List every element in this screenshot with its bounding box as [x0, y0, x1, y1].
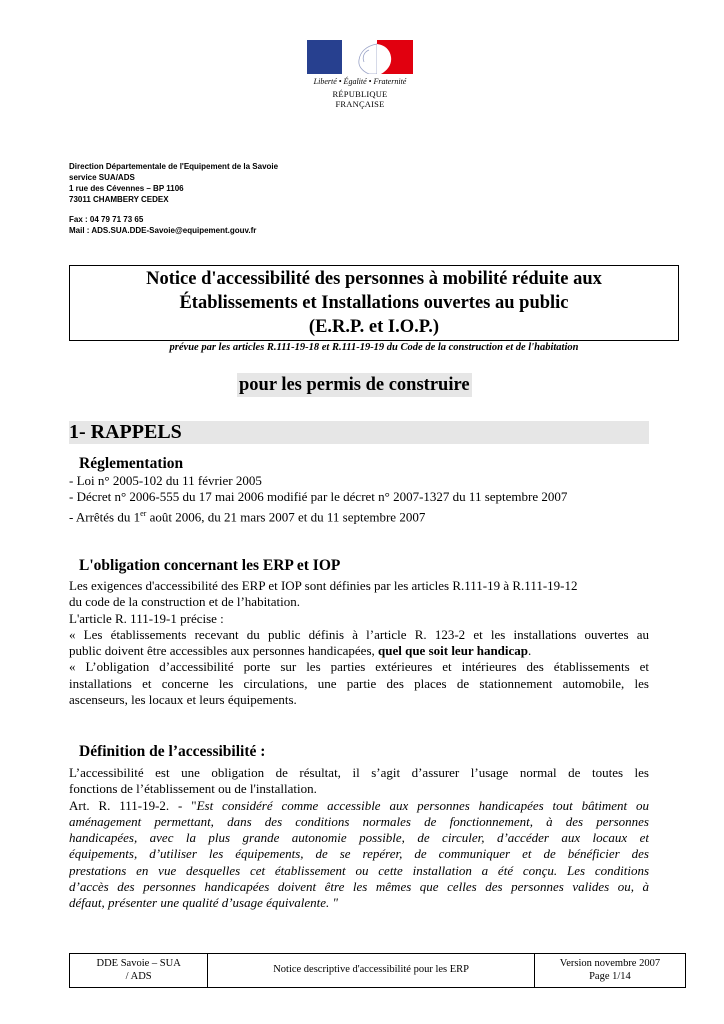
list-item: - Décret n° 2006-555 du 17 mai 2006 modifié par le décret n° 2007-1327 du 11 septembre 2007	[69, 489, 568, 505]
paragraph-line: L’accessibilité est une obligation de résultat, il s’agit d’assurer l’usage normal de toutes les	[69, 765, 649, 780]
address-mail: Mail : ADS.SUA.DDE-Savoie@equipement.gouv.fr	[69, 226, 257, 235]
address-line-1: Direction Départementale de l'Equipement de la Savoie	[69, 162, 279, 171]
logo-republic-name: RÉPUBLIQUE FRANÇAISE	[332, 89, 388, 109]
footer-right-cell: Version novembre 2007 Page 1/14	[534, 954, 685, 988]
title-line-2: Établissements et Installations ouvertes au public	[179, 293, 569, 313]
address-line-3: 1 rue des Cévennes – BP 1106	[69, 184, 184, 193]
page-footer	[69, 953, 686, 988]
paragraph-line: d’accès des personnes handicapées doivent être les mêmes que celles des personnes valides ou, à	[69, 879, 649, 895]
definition-text	[69, 765, 649, 912]
title-subtitle: prévue par les articles R.111-19-18 et R.111-19-19 du Code de la construction et de l'habitation	[169, 342, 579, 353]
paragraph-line: Art. R. 111-19-2. - "Est considéré comme accessible aux personnes handicapées tout bâtiment ou	[69, 797, 649, 813]
address-fax: Fax : 04 79 71 73 65	[69, 215, 144, 224]
title-line-3: (E.R.P. et I.O.P.)	[308, 317, 440, 337]
section-heading-rappels: 1- RAPPELS	[69, 421, 182, 443]
heading-obligation: L'obligation concernant les ERP et IOP	[79, 557, 341, 574]
paragraph-line: aménagement permettant, dans des conditions normales de fonctionnement, à des personnes	[69, 813, 649, 829]
title-box	[69, 265, 679, 341]
footer-left-cell: DDE Savoie – SUA / ADS	[70, 954, 208, 988]
paragraph-line: prestations en vue desquelles cet établissement ou cette installation a été conçu. Les conditions	[69, 862, 649, 878]
address-line-4: 73011 CHAMBERY CEDEX	[69, 195, 169, 204]
paragraph-line: public doivent être accessibles aux personnes handicapées, quel que soit leur handicap.	[69, 643, 532, 659]
paragraph-line: fonctions de l’établissement ou de l'installation.	[69, 781, 317, 797]
paragraph-line: L'article R. 111-19-1 précise :	[69, 610, 224, 626]
french-flag-icon	[307, 40, 413, 74]
paragraph-line: équipements, d’utiliser les équipements, de se repérer, de communiquer et de bénéficier des	[69, 846, 649, 862]
list-item: - Loi n° 2005-102 du 11 février 2005	[69, 473, 262, 488]
list-item: - Arrêtés du 1er août 2006, du 21 mars 2007 et du 11 septembre 2007	[69, 508, 426, 524]
obligation-text	[69, 578, 649, 708]
paragraph-line: « L’obligation d’accessibilité porte sur les parties extérieures et intérieures des établissements et	[69, 659, 649, 675]
heading-definition: Définition de l’accessibilité :	[79, 743, 266, 760]
address-line-2: service SUA/ADS	[69, 173, 135, 182]
paragraph-line: handicapées, avec la plus grande autonomie possible, de circuler, d’accéder aux locaux et	[69, 830, 649, 846]
heading-reglementation: Réglementation	[79, 455, 184, 472]
page-number: Page 1/14	[589, 970, 631, 982]
reglementation-list	[69, 473, 649, 522]
paragraph-line: « Les établissements recevant du public définis à l’article R. 123-2 et les installations ouvertes au	[69, 626, 649, 642]
paragraph-line: installations et concerne les circulations, une partie des places de stationnement automobile, les	[69, 675, 649, 691]
paragraph-line: défaut, présenter une qualité d’usage équivalente. "	[69, 895, 339, 911]
footer-center-cell: Notice descriptive d'accessibilité pour les ERP	[208, 954, 535, 988]
title-line-1: Notice d'accessibilité des personnes à mobilité réduite aux	[146, 269, 602, 289]
permis-heading: pour les permis de construire	[239, 375, 470, 395]
paragraph-line: Les exigences d'accessibilité des ERP et IOP sont définies par les articles R.111-19 à R.111-19-12	[69, 578, 578, 593]
paragraph-line: du code de la construction et de l’habitation.	[69, 594, 301, 610]
republique-francaise-logo	[307, 40, 413, 109]
paragraph-line: ascenseurs, les locaux et leurs équipements.	[69, 692, 297, 708]
logo-motto: Liberté • Égalité • Fraternité	[313, 77, 407, 86]
